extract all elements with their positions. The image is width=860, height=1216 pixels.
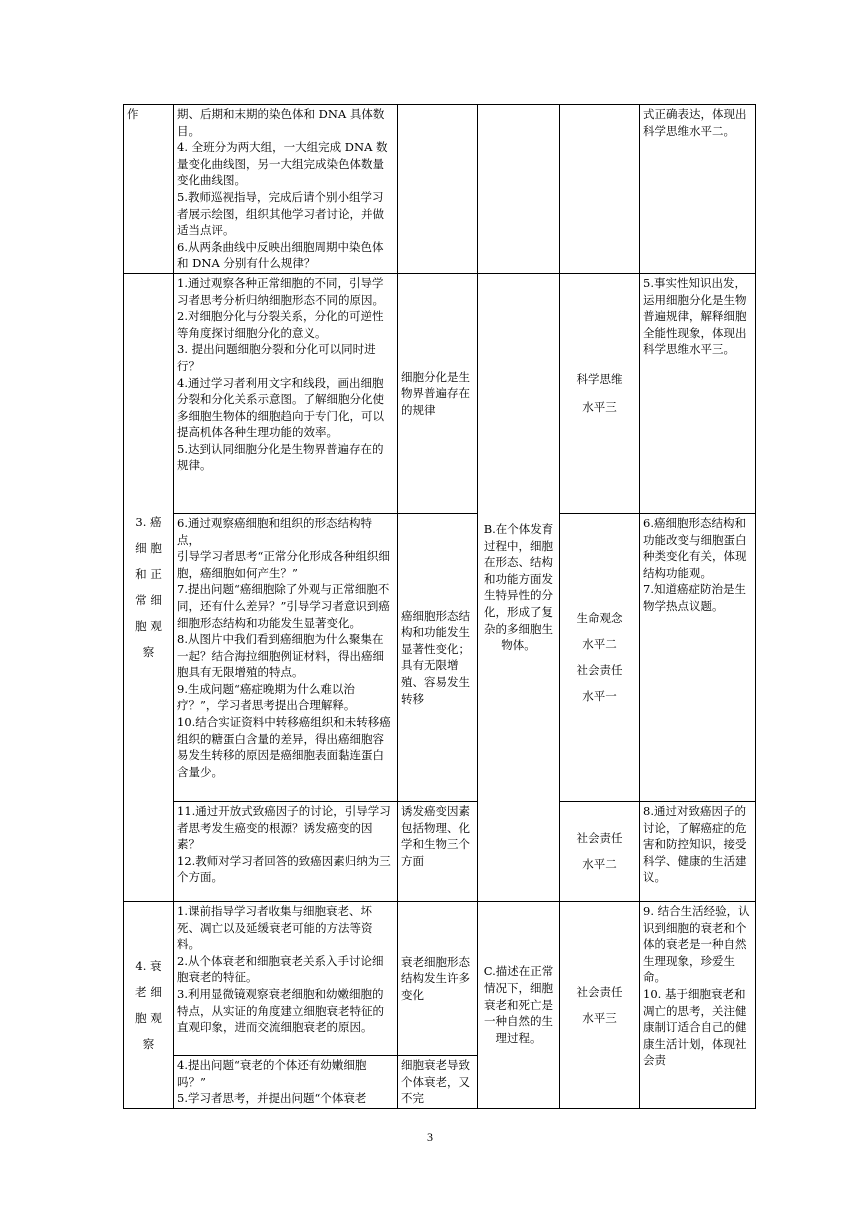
literacy-cell: 社会责任 水平二 <box>560 801 640 901</box>
goal-cell: 8.通过对致癌因子的讨论，了解癌症的危害和防控知识，接受科学、健康的生活建议。 <box>640 801 756 901</box>
stage-cell: 4. 衰 老 细 胞 观 察 <box>124 901 174 1108</box>
standard-cell: B.在个体发育过程中，细胞在形态、结构和功能方面发生特异性的分化，形成了复杂的多细胞生物体。 <box>478 273 560 901</box>
standard-cell <box>478 105 560 274</box>
stage-cell: 3. 癌 细 胞 和 正 常 细 胞 观 察 <box>124 273 174 901</box>
activity-cell: 1.课前指导学习者收集与细胞衰老、坏死、凋亡以及延缓衰老可能的方法等资料。 2.从个体衰老和细胞衰老关系入手讨论细胞衰老的特征。 3.利用显微镜观察衰老细胞和幼嫩细胞的特点，从实证的角度建立细胞衰老特征的直观印象，进而交流细胞衰老的原因。 <box>174 901 398 1055</box>
concept-cell: 癌细胞形态结构和功能发生显著性变化；具有无限增殖、容易发生转移 <box>398 513 478 801</box>
table-row <box>124 273 756 513</box>
table-row <box>124 513 756 801</box>
activity-cell: 11.通过开放式致癌因子的讨论，引导学习者思考发生癌变的根源？诱发癌变的因素？ 12.教师对学习者回答的致癌因素归纳为三个方面。 <box>174 801 398 901</box>
page-number: 3 <box>427 1130 433 1144</box>
concept-cell: 衰老细胞形态结构发生许多变化 <box>398 901 478 1055</box>
table-row <box>124 901 756 1055</box>
goal-cell: 6.癌细胞形态结构和功能改变与细胞蛋白种类变化有关，体现结构功能观。 7.知道癌症防治是生物学热点议题。 <box>640 513 756 801</box>
literacy-cell <box>560 105 640 274</box>
activity-cell: 1.通过观察各种正常细胞的不同，引导学习者思考分析归纳细胞形态不同的原因。 2.对细胞分化与分裂关系，分化的可逆性等角度探讨细胞分化的意义。 3. 提出问题细胞分裂和分化可以同时进行？ 4.通过学习者利用文字和线段，画出细胞分裂和分化关系示意图。了解细胞分化使多细胞生物体的细胞趋向于专门化，可以提高机体各种生理功能的效率。 5.达到认同细胞分化是生物界普遍存在的规律。 <box>174 273 398 513</box>
table-row <box>124 801 756 901</box>
activity-cell: 6.通过观察癌细胞和组织的形态结构特点， 引导学习者思考“正常分化形成各种组织细胞，癌细胞如何产生？” 7.提出问题“癌细胞除了外观与正常细胞不同，还有什么差异？”引导学习者意识到癌细胞形态结构和功能发生显著变化。 8.从图片中我们看到癌细胞为什么聚集在一起？结合海拉细胞例证材料，得出癌细胞具有无限增殖的特点。 9.生成问题“癌症晚期为什么难以治疗？”，学习者思考提出合理解释。 10.结合实证资料中转移癌组织和未转移癌组织的糖蛋白含量的差异，得出癌细胞容易发生转移的原因是癌细胞表面黏连蛋白含量少。 <box>174 513 398 801</box>
literacy-cell: 生命观念 水平二 社会责任 水平一 <box>560 513 640 801</box>
concept-cell: 诱发癌变因素包括物理、化学和生物三个方面 <box>398 801 478 901</box>
goal-cell: 9. 结合生活经验，认识到细胞的衰老和个体的衰老是一种自然生理现象，珍爱生命。 10. 基于细胞衰老和凋亡的思考，关注健康制订适合自己的健康生活计划，体现社会责 <box>640 901 756 1108</box>
activity-cell: 期、后期和末期的染色体和 DNA 具体数目。 4. 全班分为两大组，一大组完成 DNA 数量变化曲线图，另一大组完成染色体数量变化曲线图。 5.教师巡视指导，完成后请个别小组学习者展示绘图，组织其他学习者讨论，并做适当点评。 6.从两条曲线中反映出细胞周期中染色体和 DNA 分别有什么规律？ <box>174 105 398 274</box>
goal-cell: 式正确表达，体现出科学思维水平二。 <box>640 105 756 274</box>
literacy-cell: 科学思维 水平三 <box>560 273 640 513</box>
stage-cell: 作 <box>124 105 174 274</box>
literacy-cell: 社会责任 水平三 <box>560 901 640 1108</box>
table-row <box>124 105 756 274</box>
goal-cell: 5.事实性知识出发，运用细胞分化是生物普遍规律，解释细胞全能性现象，体现出科学思维水平三。 <box>640 273 756 513</box>
concept-cell <box>398 105 478 274</box>
standard-cell: C.描述在正常情况下，细胞衰老和死亡是一种自然的生理过程。 <box>478 901 560 1108</box>
concept-cell: 细胞衰老导致个体衰老，又不完 <box>398 1055 478 1108</box>
lesson-design-table <box>123 104 756 1109</box>
activity-cell: 4.提出问题“衰老的个体还有幼嫩细胞吗？” 5.学习者思考，并提出问题“个体衰老 <box>174 1055 398 1108</box>
concept-cell: 细胞分化是生物界普遍存在的规律 <box>398 273 478 513</box>
